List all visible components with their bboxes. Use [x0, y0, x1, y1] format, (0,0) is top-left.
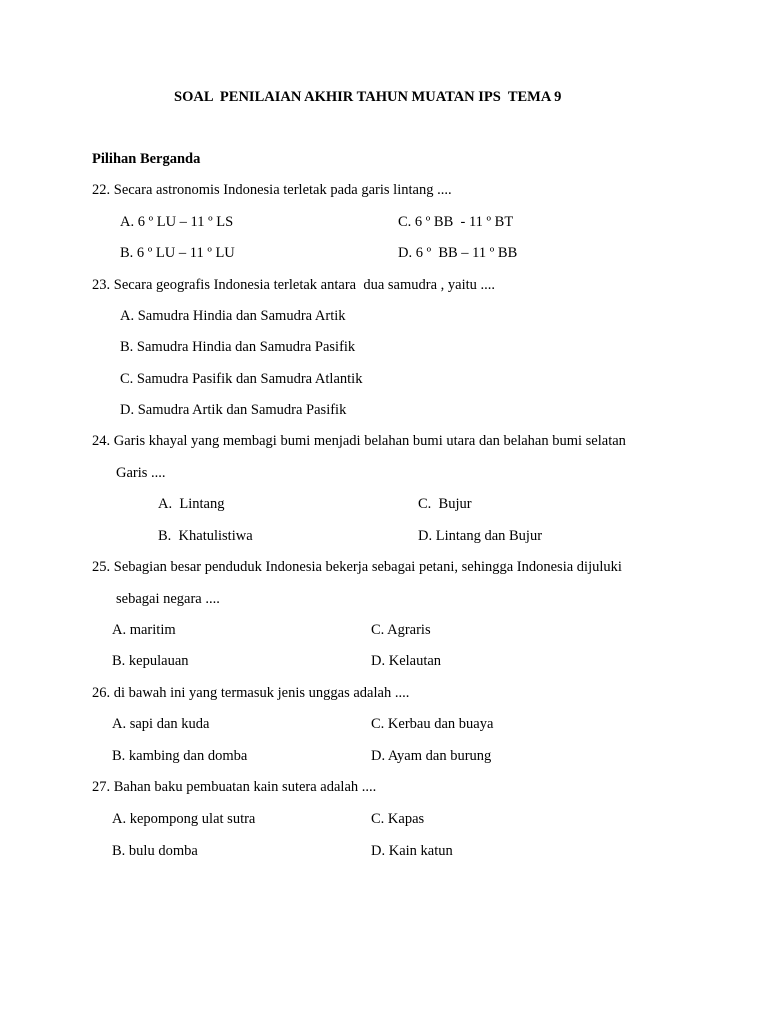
- option-d: D. Ayam dan burung: [371, 748, 492, 764]
- question-stem: 22. Secara astronomis Indonesia terletak pada garis lintang ....: [92, 182, 452, 198]
- option-d: D. Kain katun: [371, 843, 453, 859]
- option-b: B. Samudra Hindia dan Samudra Pasifik: [120, 339, 356, 355]
- question-stem: 23. Secara geografis Indonesia terletak antara dua samudra , yaitu ....: [92, 277, 496, 293]
- option-a: A. kepompong ulat sutra: [112, 811, 256, 827]
- option-c: C. Kerbau dan buaya: [371, 716, 494, 732]
- option-c: C. Bujur: [418, 496, 472, 512]
- option-b: B. kambing dan domba: [112, 748, 248, 764]
- section-heading: Pilihan Berganda: [92, 151, 201, 167]
- option-d: D. Kelautan: [371, 653, 442, 669]
- option-d: D. 6 º BB – 11 º BB: [398, 245, 518, 261]
- question-stem: 24. Garis khayal yang membagi bumi menjadi belahan bumi utara dan belahan bumi selatan: [92, 433, 626, 449]
- question-stem: 26. di bawah ini yang termasuk jenis unggas adalah ....: [92, 685, 410, 701]
- question-stem-continuation: Garis ....: [116, 465, 166, 481]
- option-a: A. 6 º LU – 11 º LS: [120, 214, 234, 230]
- option-b: B. kepulauan: [112, 653, 189, 669]
- option-b: B. Khatulistiwa: [158, 528, 253, 544]
- option-b: B. bulu domba: [112, 843, 198, 859]
- option-c: C. Kapas: [371, 811, 425, 827]
- question-stem: 25. Sebagian besar penduduk Indonesia bekerja sebagai petani, sehingga Indonesia dijuluki: [92, 559, 622, 575]
- option-d: D. Samudra Artik dan Samudra Pasifik: [120, 402, 347, 418]
- option-d: D. Lintang dan Bujur: [418, 528, 543, 544]
- option-a: A. Samudra Hindia dan Samudra Artik: [120, 308, 346, 324]
- option-b: B. 6 º LU – 11 º LU: [120, 245, 235, 261]
- option-a: A. Lintang: [158, 496, 225, 512]
- option-c: C. 6 º BB - 11 º BT: [398, 214, 514, 230]
- option-c: C. Agraris: [371, 622, 431, 638]
- question-stem-continuation: sebagai negara ....: [116, 591, 220, 607]
- option-c: C. Samudra Pasifik dan Samudra Atlantik: [120, 371, 363, 387]
- option-a: A. maritim: [112, 622, 176, 638]
- option-a: A. sapi dan kuda: [112, 716, 210, 732]
- question-stem: 27. Bahan baku pembuatan kain sutera adalah ....: [92, 779, 377, 795]
- page-title: SOAL PENILAIAN AKHIR TAHUN MUATAN IPS TEMA 9: [174, 89, 562, 105]
